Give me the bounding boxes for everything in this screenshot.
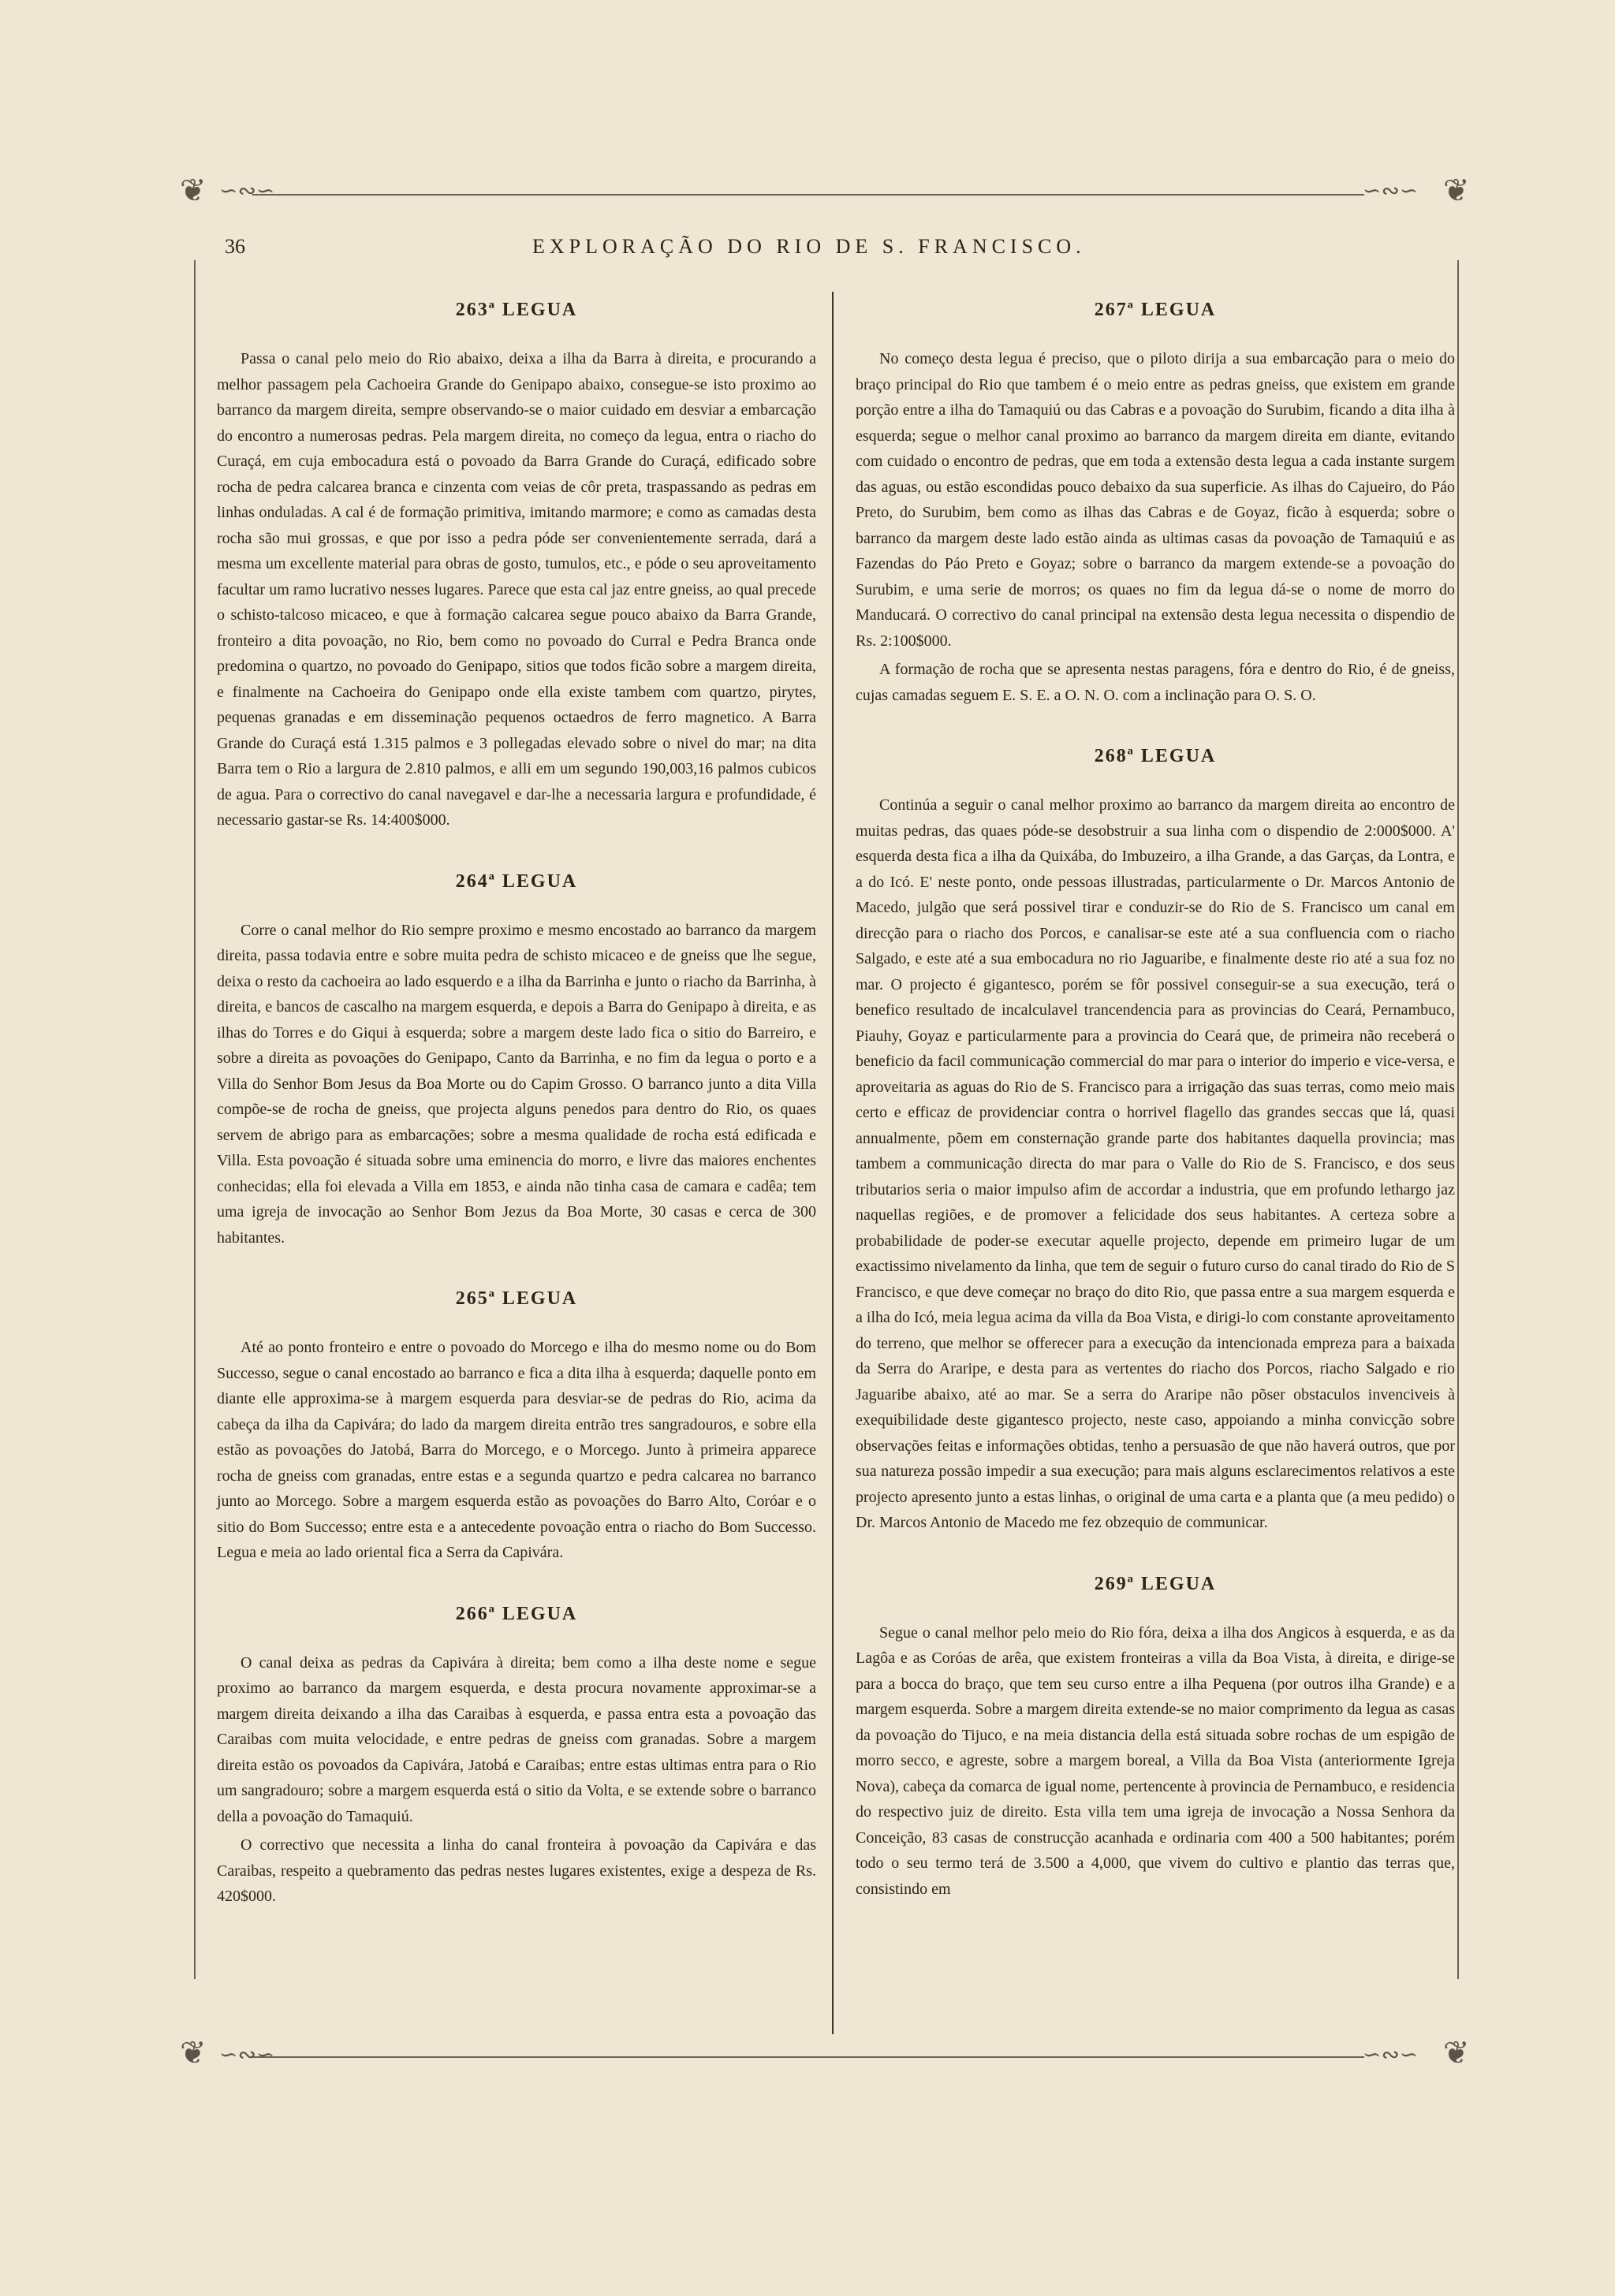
section-paragraph: Passa o canal pelo meio do Rio abaixo, deixa a ilha da Barra à direita, e procurando a melhor passagem pela Cachoeira Grande do Genipapo abaixo, consegue-se isto proximo ao barranco da margem direita, sempre observando-se o maior cuidado em desviar a embarcação do encontro a numerosas pedras. Pela margem direita, no começo da legua, entra o riacho do Curaçá, em cuja embocadura está o povoado da Barra Grande do Curaçá, edificado sobre rocha de pedra calcarea branca e cinzenta com veias de côr preta, traspassando as pedras em linhas onduladas. A cal é de formação primitiva, imitando marmore; e como as camadas desta rocha são mui grossas, e que por isso a pedra póde ser convenientemente serrada, dará a mesma um excellente material para obras de gosto, tumulos, etc., e póde o seu aproveitamento facultar um ramo lucrativo nesses lugares. Parece que esta cal jaz entre gneiss, ao qual precede o schisto-talcoso micaceo, e que à formação calcarea segue pouco abaixo da Barra Grande, fronteiro a dita povoação, no Rio, bem como no povoado do Curral e Pedra Branca onde predomina o quartzo, no povoado do Genipapo, sitios que todos ficão sobre a margem direita, e finalmente na Cachoeira do Genipapo onde ella existe tambem com quartzo, pirytes, pequenas granadas e em disseminação pequenos octaedros de ferro magnetico. A Barra Grande do Curaçá está 1.315 palmos e 3 pollegadas elevado sobre o nivel do mar; na dita Barra tem o Rio a largura de 2.810 palmos, e alli em um segundo 190,003,16 palmos cubicos de agua. Para o correctivo do canal navegavel e dar-lhe a necessaria largura e profundidade, é necessario gastar-se Rs. 14:400$000. — [217, 350, 816, 829]
section-265 — [217, 1288, 816, 1566]
section-paragraph: O canal deixa as pedras da Capivára à direita; bem como a ilha deste nome e segue proximo ao barranco da margem esquerda, e desta procura novamente approximar-se a margem direita deixando a ilha das Caraibas à esquerda, e passa entra esta a povoação das Caraibas com muita velocidade, e entre pedras de gneiss com granadas. Sobre a margem direita estão os povoados da Capivára, Jatobá e Caraibas; entre estas ultimas entra para o Rio um sangradouro; sobre a margem esquerda está o sitio da Volta, e se extende sobre o barranco della a povoação do Tamaquiú. — [217, 1653, 816, 1825]
section-paragraph: Corre o canal melhor do Rio sempre proximo e mesmo encostado ao barranco da margem direita, passa todavia entre e sobre muita pedra de schisto micaceo e de gneiss que lhe segue, deixa o resto da cachoeira ao lado esquerdo e a ilha da Barrinha e junto o riacho da Barrinha, à direita, e bancos de cascalho na margem esquerda, e depois a Barra do Genipapo à direita, e as ilhas do Torres e do Giqui à esquerda; sobre a margem deste lado fica o sitio do Barreiro, e sobre a direita as povoações do Genipapo, Canto da Barrinha, e no fim da legua o porto e a Villa do Senhor Bom Jesus da Boa Morte ou do Capim Grosso. O barranco junto a dita Villa compõe-se de rocha de gneiss, que projecta alguns penedos para dentro do Rio, os quaes servem de abrigo para as embarcações; sobre a mesma qualidade de rocha está edificada e Villa. Esta povoação é situada sobre uma eminencia do morro, e livre das maiores enchentes conhecidas; ella foi elevada a Villa em 1853, e ainda não tinha casa de camara e cadêa; tem uma igreja de invocação ao Senhor Bom Jezus da Boa Morte, 30 casas e cerca de 300 habitantes. — [217, 921, 816, 1247]
corner-ornament-bottom-right: ❦ — [1443, 2035, 1470, 2071]
right-frame-rule — [1457, 260, 1459, 1979]
right-column — [856, 300, 1455, 1940]
left-frame-rule — [194, 260, 196, 1979]
column-divider — [832, 292, 834, 2034]
section-paragraph: Segue o canal melhor pelo meio do Rio fóra, deixa a ilha dos Angicos à esquerda, e as da Lagôa e as Coróas de arêa, que existem fronteiras a villa da Boa Vista, à direita, e dirige-se para a bocca do braço, que tem seu curso entre a ilha Pequena (por outros ilha Grande) e a margem esquerda. Sobre a margem direita extende-se no maior comprimento da legua as casas da povoação do Tijuco, e na meia distancia della está situada sobre rochas de um espigão de morro secco, e agreste, sobre a margem boreal, a Villa da Boa Vista (anteriormente Igreja Nova), cabeça da comarca de igual nome, pertencente à provincia de Pernambuco, e residencia do respectivo juiz de direito. Esta villa tem uma igreja de invocação a Nossa Senhora da Conceição, 83 casas de construcção acanhada e ordinaria com 400 a 500 habitantes; porém todo o seu termo terá de 3.500 a 4,000, que vivem do cultivo e plantio das terras que, consistindo em — [856, 1623, 1455, 1898]
section-paragraph: O correctivo que necessita a linha do canal fronteira à povoação da Capivára e das Caraibas, respeito a quebramento das pedras nestes lugares existentes, exige a despeza de Rs. 420$000. — [217, 1836, 816, 1905]
scroll-ornament-top-right: ∽∾∽ — [1363, 177, 1419, 203]
section-heading: 265ª LEGUA — [455, 1288, 578, 1309]
section-heading: 263ª LEGUA — [455, 300, 578, 320]
scroll-ornament-bottom-left: ∽∾∽ — [219, 2041, 275, 2067]
corner-ornament-top-left: ❦ — [180, 173, 207, 209]
corner-ornament-bottom-left: ❦ — [180, 2035, 207, 2071]
section-paragraph: Até ao ponto fronteiro e entre o povoado do Morcego e ilha do mesmo nome ou do Bom Successo, segue o canal encostado ao barranco e fica a dita ilha à esquerda; daquelle ponto em diante elle approxima-se à margem esquerda para desviar-se de pedras do Rio, acima da cabeça da ilha da Capivára; do lado da margem direita entrão tres sangradouros, e sobre ella estão as povoações do Jatobá, Barra do Morcego, e o Morcego. Junto à primeira apparece rocha de gneiss com granadas, entre estas e a segunda quartzo e pedra calcarea no barranco junto ao Morcego. Sobre a margem esquerda estão as povoações do Barro Alto, Coróar e o sitio do Bom Successo; entre esta e a antecedente povoação entra o riacho do Bom Successo. Legua e meia ao lado oriental fica a Serra da Capivára. — [217, 1339, 816, 1561]
section-heading: 266ª LEGUA — [455, 1603, 578, 1624]
scroll-ornament-top-left: ∽∾∽ — [219, 177, 275, 203]
section-268 — [856, 746, 1455, 1536]
section-269 — [856, 1574, 1455, 1903]
section-263 — [217, 300, 816, 833]
section-264 — [217, 871, 816, 1251]
section-paragraph: A formação de rocha que se apresenta nestas paragens, fóra e dentro do Rio, é de gneiss, cujas camadas seguem E. S. E. a O. N. O. com a inclinação para O. S. O. — [856, 661, 1455, 704]
header-title: EXPLORAÇÃO DO RIO DE S. FRANCISCO. — [532, 235, 1086, 258]
corner-ornament-top-right: ❦ — [1443, 173, 1470, 209]
left-column — [217, 300, 816, 1948]
running-head — [225, 235, 1565, 259]
section-paragraph: No começo desta legua é preciso, que o piloto dirija a sua embarcação para o meio do braço principal do Rio que tambem é o meio entre as pedras gneiss, que existem em grande porção entre a ilha do Tamaquiú ou das Cabras e a povoação do Surubim, ficando a dita ilha à esquerda; segue o melhor canal proximo ao barranco da margem direita em diante, evitando com cuidado o encontro de pedras, que em toda a extensão desta legua a cada instante surgem das aguas, ou estão escondidas pouco debaixo da sua superficie. As ilhas do Cajueiro, do Páo Preto, do Surubim, bem como as ilhas das Cabras e de Goyaz, ficão à esquerda; sobre o barranco da margem deste lado estão ainda as ultimas casas da povoação de Tamaquiú e as Fazendas do Páo Preto e Goyaz; sobre o barranco da margem extende-se a povoação do Surubim, e uma serie de morros; os quaes no fim da legua dá-se o nome de morro do Manducará. O correctivo do canal principal na extensão desta legua necessita o dispendio de Rs. 2:100$000. — [856, 350, 1455, 650]
scroll-ornament-bottom-right: ∽∾∽ — [1363, 2041, 1419, 2067]
top-frame-rule — [252, 194, 1364, 196]
page-number: 36 — [225, 235, 245, 258]
section-heading: 264ª LEGUA — [455, 870, 578, 892]
section-heading: 267ª LEGUA — [1094, 300, 1217, 320]
section-heading: 269ª LEGUA — [1094, 1573, 1217, 1594]
section-267 — [856, 300, 1455, 708]
section-266 — [217, 1604, 816, 1910]
bottom-frame-rule — [252, 2056, 1364, 2058]
section-paragraph: Continúa a seguir o canal melhor proximo ao barranco da margem direita ao encontro de muitas pedras, das quaes póde-se desobstruir a sua linha com o dispendio de 2:000$000. A' esquerda desta fica a ilha da Quixába, do Imbuzeiro, a ilha Grande, a das Garças, da Lontra, e a do Icó. E' neste ponto, onde pessoas illustradas, particularmente o Dr. Marcos Antonio de Macedo, julgão que será possivel tirar e conduzir-se do Rio de S. Francisco um canal em direcção para o riacho dos Porcos, e canalisar-se este até a sua confluencia com o riacho Salgado, e este até a sua embocadura no rio Jaguaribe, e finalmente deste rio até a sua foz no mar. O projecto é gigantesco, porém se fôr possivel conseguir-se a sua execução, terá o benefico resultado de incalculavel trancendencia para as provincias do Ceará, Pernambuco, Piauhy, Goyaz e particularmente para a provincia do Ceará que, de primeira não receberá o beneficio da facil communicação commercial do mar para o interior do imperio e vice-versa, e aproveitaria as aguas do Rio de S. Francisco para a irrigação das suas terras, como meio mais certo e efficaz de providenciar contra o horrivel flagello das grandes seccas que lá, quasi annualmente, põem em consternação grande parte dos habitantes daquella provincia; mas tambem a communicação directa do mar para o Valle do Rio de S. Francisco, e dos seus tributarios seria o maior impulso afim de accordar a industria, que em profundo lethargo jaz naquellas regiões, e de promover a felicidade dos seus habitantes. A certeza sobre a probabilidade de poder-se executar aquelle projecto, depende em primeiro lugar de um exactissimo nivelamento da linha, que tem de seguir o futuro curso do canal tirado do Rio de S Francisco, e que deve começar no braço do dito Rio, que passa entre a sua margem esquerda e a ilha do Icó, meia legua acima da villa da Boa Vista, e dirigi-lo com constante aproveitamento do terreno, que melhor se offerecer para a execução da intencionada empreza para a baixada da Serra do Araripe, e desta para as vertentes do riacho dos Porcos, riacho Salgado e rio Jaguaribe abaixo, até ao mar. Se a serra do Araripe não põser obstaculos invenciveis à exequibilidade deste gigantesco projecto, neste caso, appoiando a minha convicção sobre observações feitas e informações obtidas, tenho a persuasão de que não haverá outros, que por sua natureza possão impedir a sua execução; para mais alguns esclarecimentos relativos a este projecto apresento junto a estas linhas, o original de uma carta e a planta que (a meu pedido) o Dr. Marcos Antonio de Macedo me fez obzequio de communicar. — [856, 796, 1455, 1531]
section-heading: 268ª LEGUA — [1094, 746, 1217, 766]
